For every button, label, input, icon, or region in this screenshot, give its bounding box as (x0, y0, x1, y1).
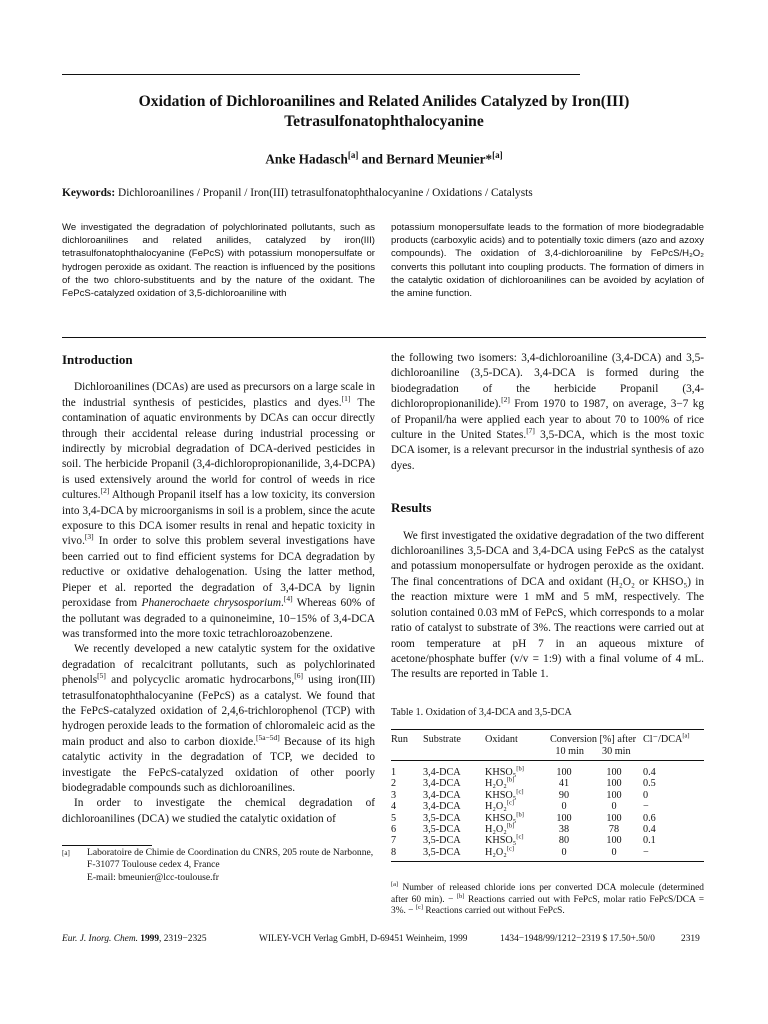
run-cell (391, 835, 423, 846)
run-cell (391, 824, 423, 835)
conversion-10min-cell-text: 0 (561, 801, 567, 813)
conversion-10min-cell (543, 778, 585, 789)
substrate-cell (423, 790, 485, 801)
abstract-rule (62, 337, 706, 338)
intro-paragraph (391, 351, 704, 474)
conversion-30min-cell-text: 100 (606, 778, 622, 790)
cl-ratio-cell-text: 0.1 (643, 835, 656, 847)
footer-publisher: WILEY-VCH Verlag GmbH, D-69451 Weinheim, 1999 (259, 934, 468, 944)
substrate-cell (423, 824, 485, 835)
footer-issn: 1434−1948/99/1212−2319 $ 17.50+.50/0 (500, 934, 655, 944)
oxidant-cell-text: H₂O₂ (485, 778, 507, 790)
note-mark: [b] (506, 776, 515, 784)
table-row (391, 778, 704, 789)
author-connector: and (358, 151, 387, 167)
conversion-10min-cell (543, 790, 585, 801)
conversion-10min-cell-text: 90 (558, 789, 570, 801)
run-cell-text: 7 (391, 835, 397, 847)
conversion-10min-cell-text: 41 (558, 778, 570, 790)
note-mark: [b] (456, 892, 465, 900)
cl-ratio-cell-text: − (643, 846, 649, 858)
table-header-row (391, 730, 704, 761)
note-mark: [c] (516, 788, 524, 796)
journal-year: 1999 (140, 934, 160, 944)
table-row (391, 801, 704, 812)
section-heading-results: Results (391, 500, 432, 516)
oxidant-cell-text: KHSO₅ (485, 789, 517, 801)
citation-ref: [7] (526, 426, 535, 436)
intro-paragraph (62, 380, 375, 642)
conversion-10min-cell (543, 847, 585, 862)
table-caption: Table 1. Oxidation of 3,4-DCA and 3,5-DCA (391, 706, 572, 718)
substrate-cell-text: 3,5-DCA (423, 846, 461, 858)
citation-ref: [5] (97, 671, 106, 681)
conversion-30min-cell (585, 847, 643, 862)
substrate-cell-text: 3,4-DCA (423, 801, 461, 813)
oxidant-cell (485, 778, 543, 789)
text-run: Because of its high catalytic activity in the degradation of TCP, we decided to investigate the FePcS-catalyzed oxidation of other poorly biodegradable compounds such as dichloroanilines. (62, 735, 375, 794)
conversion-30min-cell (585, 835, 643, 846)
oxidant-cell-text: H₂O₂ (485, 801, 507, 813)
conversion-30min-cell (585, 813, 643, 824)
note-mark: [b] (506, 822, 515, 830)
citation-ref: [5a−5d] (255, 732, 280, 742)
table-body (391, 760, 704, 861)
conversion-30min-cell-text: 100 (606, 766, 622, 778)
oxidant-cell (485, 760, 543, 778)
page-number: 2319 (681, 934, 700, 944)
note-mark: [c] (506, 799, 515, 807)
species-name: Phanerochaete chrysosporium (141, 597, 281, 610)
cl-ratio-cell-text: 0.6 (643, 812, 656, 824)
run-cell (391, 813, 423, 824)
cl-ratio-cell-text: − (643, 801, 649, 813)
text-run: From 1970 to 1987, on average, 3−7 kg of Propanil/ha were applied each year to about 70 to 100% of rice culture in the United States. (391, 398, 704, 442)
col-header-run: Run (391, 734, 408, 746)
substrate-cell (423, 847, 485, 862)
text-run: Whereas 60% of the pollutant was degraded to a quinoneimine, 10−15% of 3,4-DCA was transformed into the more toxic tetrachloroazobenzene. (62, 597, 375, 640)
text-run: and polycyclic aromatic hydrocarbons, (105, 674, 295, 687)
col-header-10min: 10 min (555, 745, 585, 757)
footnote-line: Laboratoire de Chimie de Coordination du CNRS, 205 route de Narbonne, (87, 847, 374, 858)
table-row (391, 835, 704, 846)
affiliation-mark: [a] (347, 150, 359, 160)
note-text: Reactions carried out with FePcS, molar ratio FePcS/DCA = 3%. − (391, 894, 704, 917)
abstract-right: potassium monopersulfate leads to the formation of more biodegradable products (carboxylic acids) and to potentially toxic dimers (azo and azoxy compounds). The oxidation of 3,4-dichloroaniline by FePcS/H₂O₂ converts this pollutant into coupling products. The formation of dimers in the catalytic oxidation of dichloroanilines can be avoided by acylation of the amine function. (391, 222, 704, 300)
text-run: 3,5-DCA, which is the most toxic DCA isomer, is a relevant precursor in the industrial synthesis of azo dyes. (391, 429, 704, 472)
intro-paragraph (62, 642, 375, 796)
note-mark: [a] (391, 881, 399, 889)
conversion-30min-cell-text: 0 (611, 846, 617, 858)
conversion-10min-cell-text: 0 (561, 846, 567, 858)
conversion-30min-cell-text: 78 (608, 823, 620, 835)
table-notes (391, 883, 704, 918)
author-name: Anke Hadasch (265, 151, 348, 167)
oxidant-cell-text: KHSO₅ (485, 766, 517, 778)
run-cell-text: 3 (391, 789, 397, 801)
oxidant-cell-text: H₂O₂ (485, 846, 507, 858)
cl-ratio-cell (643, 847, 704, 862)
journal-pages: , 2319−2325 (159, 934, 207, 944)
substrate-cell (423, 760, 485, 778)
text-run: using iron(III) tetrasulfonatophthalocyanine (FePcS) as a catalyst. We found that the FePcS-catalyzed oxidation of 2,4,6-trichlorophenol (TCP) with hydrogen peroxide leads to the formation of chloromaleic acid as the main product and also to carbon dioxide. (62, 674, 375, 748)
citation-ref: [6] (294, 671, 303, 681)
text-run: We recently developed a new catalytic system for the oxidative degradation of recalcitrant pollutants, such as polychlorinated phenols (62, 643, 375, 687)
conversion-10min-cell-text: 80 (558, 835, 570, 847)
run-cell-text: 8 (391, 846, 397, 858)
substrate-cell (423, 801, 485, 812)
citation-ref: [2] (501, 395, 510, 405)
conversion-30min-cell-text: 100 (606, 789, 622, 801)
text-run: . (281, 597, 284, 610)
cl-label: Cl⁻/DCA (643, 734, 683, 746)
col-header-conversion (543, 730, 643, 761)
table-row (391, 847, 704, 862)
conversion-30min-cell-text: 0 (611, 801, 617, 813)
run-cell (391, 790, 423, 801)
note-mark: [b] (516, 811, 524, 819)
run-cell (391, 801, 423, 812)
run-cell-text: 1 (391, 766, 397, 778)
conversion-label: Conversion [%] after (550, 734, 636, 746)
substrate-cell (423, 778, 485, 789)
cl-ratio-cell (643, 790, 704, 801)
note-mark: [b] (516, 765, 524, 773)
footnote-rule (62, 845, 152, 846)
oxidant-cell-text: KHSO₅ (485, 835, 517, 847)
substrate-cell-text: 3,5-DCA (423, 835, 461, 847)
substrate-cell-text: 3,4-DCA (423, 778, 461, 790)
results-paragraph: We first investigated the oxidative degradation of the two different dichloroanilines 3,5-DCA and 3,4-DCA using FePcS as the catalyst and potassium monopersulfate or hydrogen peroxide as the oxidant. The final concentrations of DCA and oxidant (H₂O₂ or KHSO₅) in the reaction mixture were 1 mM and 5 mM, respectively. The solution contained 0.03 mM of FePcS, which corresponds to a molar ratio of catalyst to substrate of 3%. The reactions were carried out at room temperature at pH 7 in an aqueous mixture of acetone/phosphate buffer (v/v = 1:9) with a final volume of 4 mL. The results are reported in Table 1. (391, 529, 704, 681)
citation-ref: [1] (341, 394, 351, 404)
footnote-email: E-mail: bmeunier@lcc-toulouse.fr (87, 871, 219, 883)
oxidant-cell (485, 824, 543, 835)
top-rule (62, 74, 580, 75)
footnote-line: F-31077 Toulouse cedex 4, France (87, 859, 220, 871)
conversion-10min-cell-text: 100 (556, 766, 572, 778)
oxidant-cell (485, 847, 543, 862)
conversion-10min-cell (543, 760, 585, 778)
conversion-10min-cell-text: 100 (556, 812, 572, 824)
conversion-10min-cell (543, 801, 585, 812)
table-row (391, 824, 704, 835)
cl-ratio-cell (643, 801, 704, 812)
run-cell-text: 4 (391, 801, 397, 813)
run-cell-text: 5 (391, 812, 397, 824)
col-header-substrate: Substrate (423, 734, 461, 746)
substrate-cell (423, 835, 485, 846)
results-table (391, 729, 704, 862)
table-row (391, 790, 704, 801)
keywords-text: Dichloroanilines / Propanil / Iron(III) tetrasulfonatophthalocyanine / Oxidations / Catalysts (118, 187, 533, 199)
citation-ref: [2] (100, 486, 110, 496)
conversion-10min-cell-text: 38 (558, 823, 570, 835)
keywords-label: Keywords: (62, 187, 116, 199)
conversion-30min-cell (585, 790, 643, 801)
cl-ratio-cell (643, 813, 704, 824)
run-cell-text: 2 (391, 778, 397, 790)
affiliation-mark: [a] (492, 150, 503, 160)
conversion-10min-cell (543, 824, 585, 835)
run-cell-text: 6 (391, 823, 397, 835)
cl-ratio-cell (643, 835, 704, 846)
note-text: Reactions carried out without FePcS. (423, 906, 565, 917)
col-header-30min: 30 min (601, 745, 631, 757)
footnote-mark: [a] (62, 849, 70, 857)
conversion-30min-cell-text: 100 (606, 835, 622, 847)
run-cell (391, 760, 423, 778)
citation-ref: [4] (283, 594, 293, 604)
substrate-cell-text: 3,4-DCA (423, 789, 461, 801)
cl-ratio-cell-text: 0.5 (643, 778, 656, 790)
col-header-cl (643, 730, 704, 761)
oxidant-cell (485, 801, 543, 812)
section-heading-introduction: Introduction (62, 352, 133, 367)
substrate-cell-text: 3,4-DCA (423, 766, 461, 778)
author-name: Bernard Meunier* (386, 151, 493, 167)
run-cell (391, 847, 423, 862)
author-line (62, 150, 706, 167)
substrate-cell-text: 3,5-DCA (423, 812, 461, 824)
note-mark: [c] (516, 833, 524, 841)
conversion-30min-cell (585, 801, 643, 812)
note-mark: [c] (415, 904, 424, 912)
col-header-oxidant: Oxidant (485, 734, 518, 746)
oxidant-cell-text: H₂O₂ (485, 823, 507, 835)
text-run: Dichloroanilines (DCAs) are used as precursors on a large scale in the industrial synthesis of pesticides, plastics and dyes. (62, 381, 375, 409)
table-row (391, 813, 704, 824)
run-cell (391, 778, 423, 789)
cl-ratio-cell-text: 0 (643, 789, 649, 801)
conversion-30min-cell (585, 778, 643, 789)
oxidant-cell-text: KHSO₅ (485, 812, 517, 824)
left-column (62, 352, 375, 827)
right-column (391, 351, 704, 918)
text-run: Although Propanil itself has a low toxicity, its conversion into 3,4-DCA by microorganisms in soil is a problem, since the acute exposure to this DCA isomer results in renal and hepatic toxicity in vivo. (62, 489, 375, 548)
cl-ratio-cell (643, 778, 704, 789)
note-mark: [c] (506, 845, 515, 853)
cl-ratio-cell-text: 0.4 (643, 766, 656, 778)
conversion-10min-cell (543, 835, 585, 846)
text-run: The contamination of aquatic environments by DCAs can occur directly through their accidental release during industrial processing or indirectly by microbial degradation of DCA-derived pesticides in soil. The herbicide Propanil (3,4-dichloropropionanilide, 3,4-DCPA) is used extensively around the world for control of weeds in rice cultures. (62, 396, 375, 502)
footer-citation (62, 934, 207, 944)
abstract-left: We investigated the degradation of polychlorinated pollutants, such as dichloroanilines and related anilides, catalyzed by iron(III) tetrasulfonatophthalocyanine (FePcS) with potassium monopersulfate or hydrogen peroxide as oxidant. The reaction is influenced by the positions of the two chloro-substituents and by the nature of the oxidant. The FePcS-catalyzed oxidation of 3,5-dichloroaniline with (62, 222, 375, 300)
note-mark: [a] (682, 732, 690, 740)
text-run: the following two isomers: 3,4-dichloroaniline (3,4-DCA) and 3,5-dichloroaniline (3,5-DCA). 3,4-DCA is formed during the biodegradation of the herbicide Propanil (3,4-dichloropropionanilide). (391, 352, 704, 411)
citation-ref: [3] (84, 532, 94, 542)
intro-paragraph: In order to investigate the chemical degradation of dichloroanilines (DCA) we studied the catalytic oxidation of (62, 797, 375, 825)
conversion-30min-cell-text: 100 (606, 812, 622, 824)
table-row (391, 760, 704, 778)
conversion-10min-cell (543, 813, 585, 824)
cl-ratio-cell-text: 0.4 (643, 823, 656, 835)
keywords-line (62, 187, 706, 199)
cl-ratio-cell (643, 824, 704, 835)
paper-title: Oxidation of Dichloroanilines and Related Anilides Catalyzed by Iron(III) Tetrasulfonatophthalocyanine (138, 93, 630, 130)
conversion-30min-cell (585, 824, 643, 835)
affiliation-footnote (62, 847, 375, 884)
text-run: In order to solve this problem several investigations have been carried out to find efficient systems for DCA degradation by reductive or oxidative dehalogenation. Using the latter method, Pieper et al. reported the degradation of 3,4-DCA by lignin peroxidase from (62, 535, 375, 610)
substrate-cell-text: 3,5-DCA (423, 823, 461, 835)
substrate-cell (423, 813, 485, 824)
journal-name: Eur. J. Inorg. Chem. (62, 934, 138, 944)
conversion-30min-cell (585, 760, 643, 778)
note-text: Number of released chloride ions per converted DCA molecule (determined after 60 min). − (391, 883, 704, 905)
cl-ratio-cell (643, 760, 704, 778)
